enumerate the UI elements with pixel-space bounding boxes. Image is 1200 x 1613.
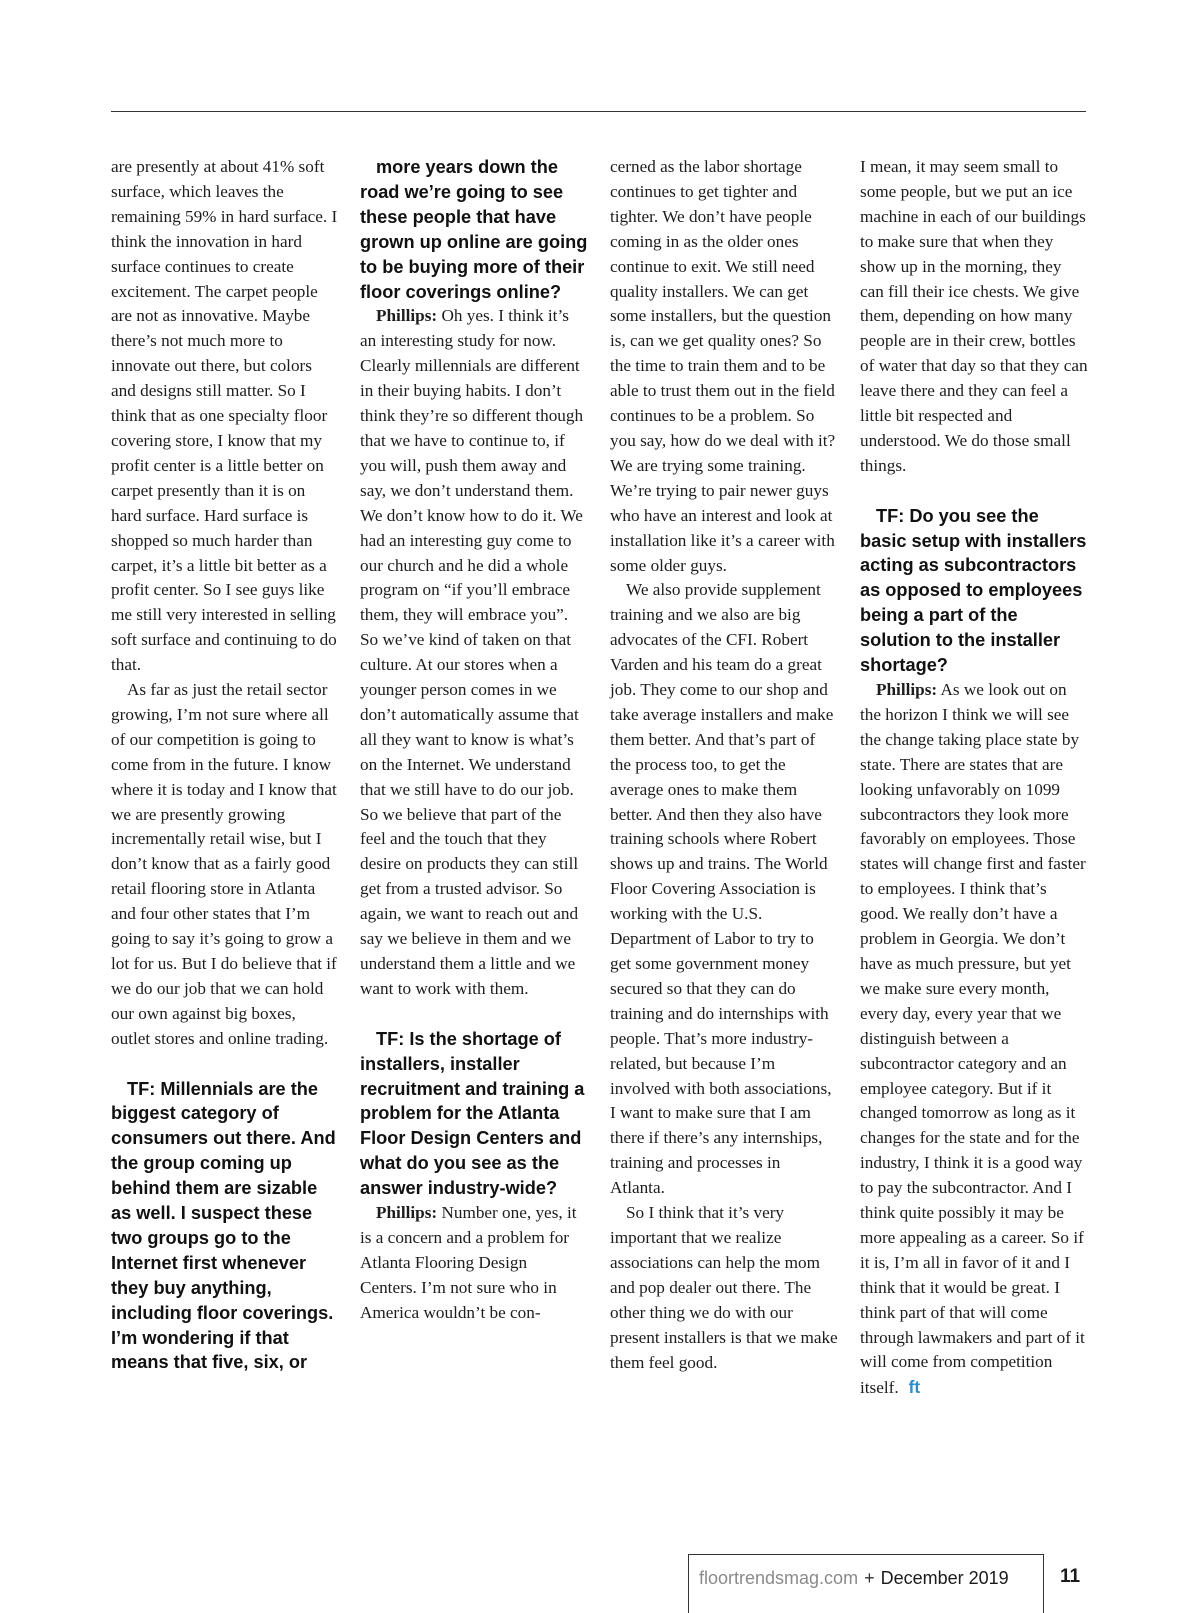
end-of-article-mark: ft xyxy=(908,1377,921,1398)
footer-date: December 2019 xyxy=(880,1568,1009,1588)
article-column-3 xyxy=(610,155,838,1375)
article-column-1 xyxy=(111,155,339,1375)
answer-paragraph xyxy=(360,304,588,1001)
article-column-4 xyxy=(860,155,1088,1401)
page-number: 11 xyxy=(1060,1566,1081,1587)
answer-paragraph xyxy=(360,1201,588,1326)
interview-question: TF: Is the shortage of installers, installer recruitment and training a problem for the Atlanta Floor Design Centers and what do you see as the answer industry-wide? xyxy=(360,1028,585,1199)
paragraph: So I think that it’s very important that we realize associations can help the mom and pop dealer out there. The other thing we do with our present installers is that we make them feel good. xyxy=(610,1203,838,1372)
paragraph: I mean, it may seem small to some people, but we put an ice machine in each of our buildings to make sure that when they show up in the morning, they can fill their ice chests. We give them, depending on how many people are in their crew, bottles of water that day so that they can leave there and they can feel a little bit respected and understood. We do those small things. xyxy=(860,157,1088,475)
answer-text: Number one, yes, it is a concern and a problem for Atlanta Flooring Design Centers. I’m not sure who in America wouldn’t be con- xyxy=(360,1203,577,1322)
answer-text: As we look out on the horizon I think we will see the change taking place state by state. There are states that are looking unfavorably on 1099 subcontractors they look more favorably on employees. Those states will change first and faster to employees. I think that’s good. We really don’t have a problem in Georgia. We don’t have as much pressure, but yet we make sure every month, every day, every year that we distinguish between a subcontractor category and an employee category. But if it changed tomorrow as long as it changes for the state and for the industry, I think it is a good way to pay the subcontractor. And I think quite possibly it may be more appealing as a career. So if it is, I’m all in favor of it and I think that it would be great. I think part of that will come through lawmakers and part of it will come from competition itself. xyxy=(860,680,1086,1398)
top-rule xyxy=(111,111,1086,112)
speaker-name: Phillips: xyxy=(876,680,938,700)
speaker-name: Phillips: xyxy=(376,1203,438,1223)
footer-site: floortrendsmag.com xyxy=(699,1568,859,1588)
paragraph: cerned as the labor shortage continues to get tighter and tighter. We don’t have people coming in as the older ones continue to exit. We still need quality installers. We can get some installers, but the question is, can we get quality ones? So the time to train them and to be able to trust them out in the field continues to be a problem. So you say, how do we deal with it? We are trying some training. We’re trying to pair newer guys who have an interest and look at installation like it’s a career with some older guys. xyxy=(610,157,836,575)
paragraph: are presently at about 41% soft surface, which leaves the remaining 59% in hard surface. I think the innovation in hard surface continues to create excitement. The carpet people are not as innovative. Maybe there’s not much more to innovate out there, but colors and designs still matter. So I think that as one specialty floor covering store, I know that my profit center is a little better on carpet presently than it is on hard surface. Hard surface is shopped so much harder than carpet, it’s a little bit better as a profit center. So I see guys like me still very interested in selling soft surface and continuing to do that. xyxy=(111,157,338,675)
footer-text xyxy=(699,1568,1009,1589)
paragraph: As far as just the retail sector growing, I’m not sure where all of our competition is going to come from in the future. I know where it is today and I know that we are presently growing incrementally retail wise, but I don’t know that as a fairly good retail flooring store in Atlanta and four other states that I’m going to say it’s going to grow a lot for us. But I do believe that if we do our job that we can hold our own against big boxes, outlet stores and online trading. xyxy=(111,680,337,1048)
footer-box xyxy=(688,1554,1044,1613)
interview-question: TF: Do you see the basic setup with installers acting as subcontractors as opposed to employees being a part of the solution to the installer shortage? xyxy=(860,505,1087,676)
paragraph: We also provide supplement training and we also are big advocates of the CFI. Robert Varden and his team do a great job. They come to our shop and take average installers and make them better. And that’s part of the process too, to get the average ones to make them better. And then they also have training schools where Robert shows up and trains. The World Floor Covering Association is working with the U.S. Department of Labor to try to get some government money secured so that they can do training and do internships with people. That’s more industry-related, but because I’m involved with both associations, I want to make sure that I am there if there’s any internships, training and processes in Atlanta. xyxy=(610,580,834,1198)
footer-separator: + xyxy=(864,1568,875,1588)
interview-question: TF: Millennials are the biggest category of consumers out there. And the group coming up behind them are sizable as well. I suspect these two groups go to the Internet first whenever they buy anything, including floor coverings. I’m wondering if that means that five, six, or xyxy=(111,1078,336,1373)
answer-paragraph xyxy=(860,678,1088,1401)
article-column-2 xyxy=(360,155,588,1326)
interview-question-continued: more years down the road we’re going to see these people that have grown up online are going to be buying more of their floor coverings online? xyxy=(360,157,588,302)
answer-text: Oh yes. I think it’s an interesting study for now. Clearly millennials are different in their buying habits. I don’t think they’re so different though that we have to continue to, if you will, push them away and say, we don’t understand them. We don’t know how to do it. We had an interesting guy come to our church and he did a whole program on “if you’ll embrace them, they will embrace you”. So we’ve kind of taken on that culture. At our stores when a younger person comes in we don’t automatically assume that all they want to know is what’s on the Internet. We understand that we still have to do our job. So we believe that part of the feel and the touch that they desire on products they can still get from a trusted advisor. So again, we want to reach out and say we believe in them and we understand them a little and we want to work with them. xyxy=(360,306,584,998)
speaker-name: Phillips: xyxy=(376,306,438,326)
page-footer xyxy=(688,1554,1200,1613)
